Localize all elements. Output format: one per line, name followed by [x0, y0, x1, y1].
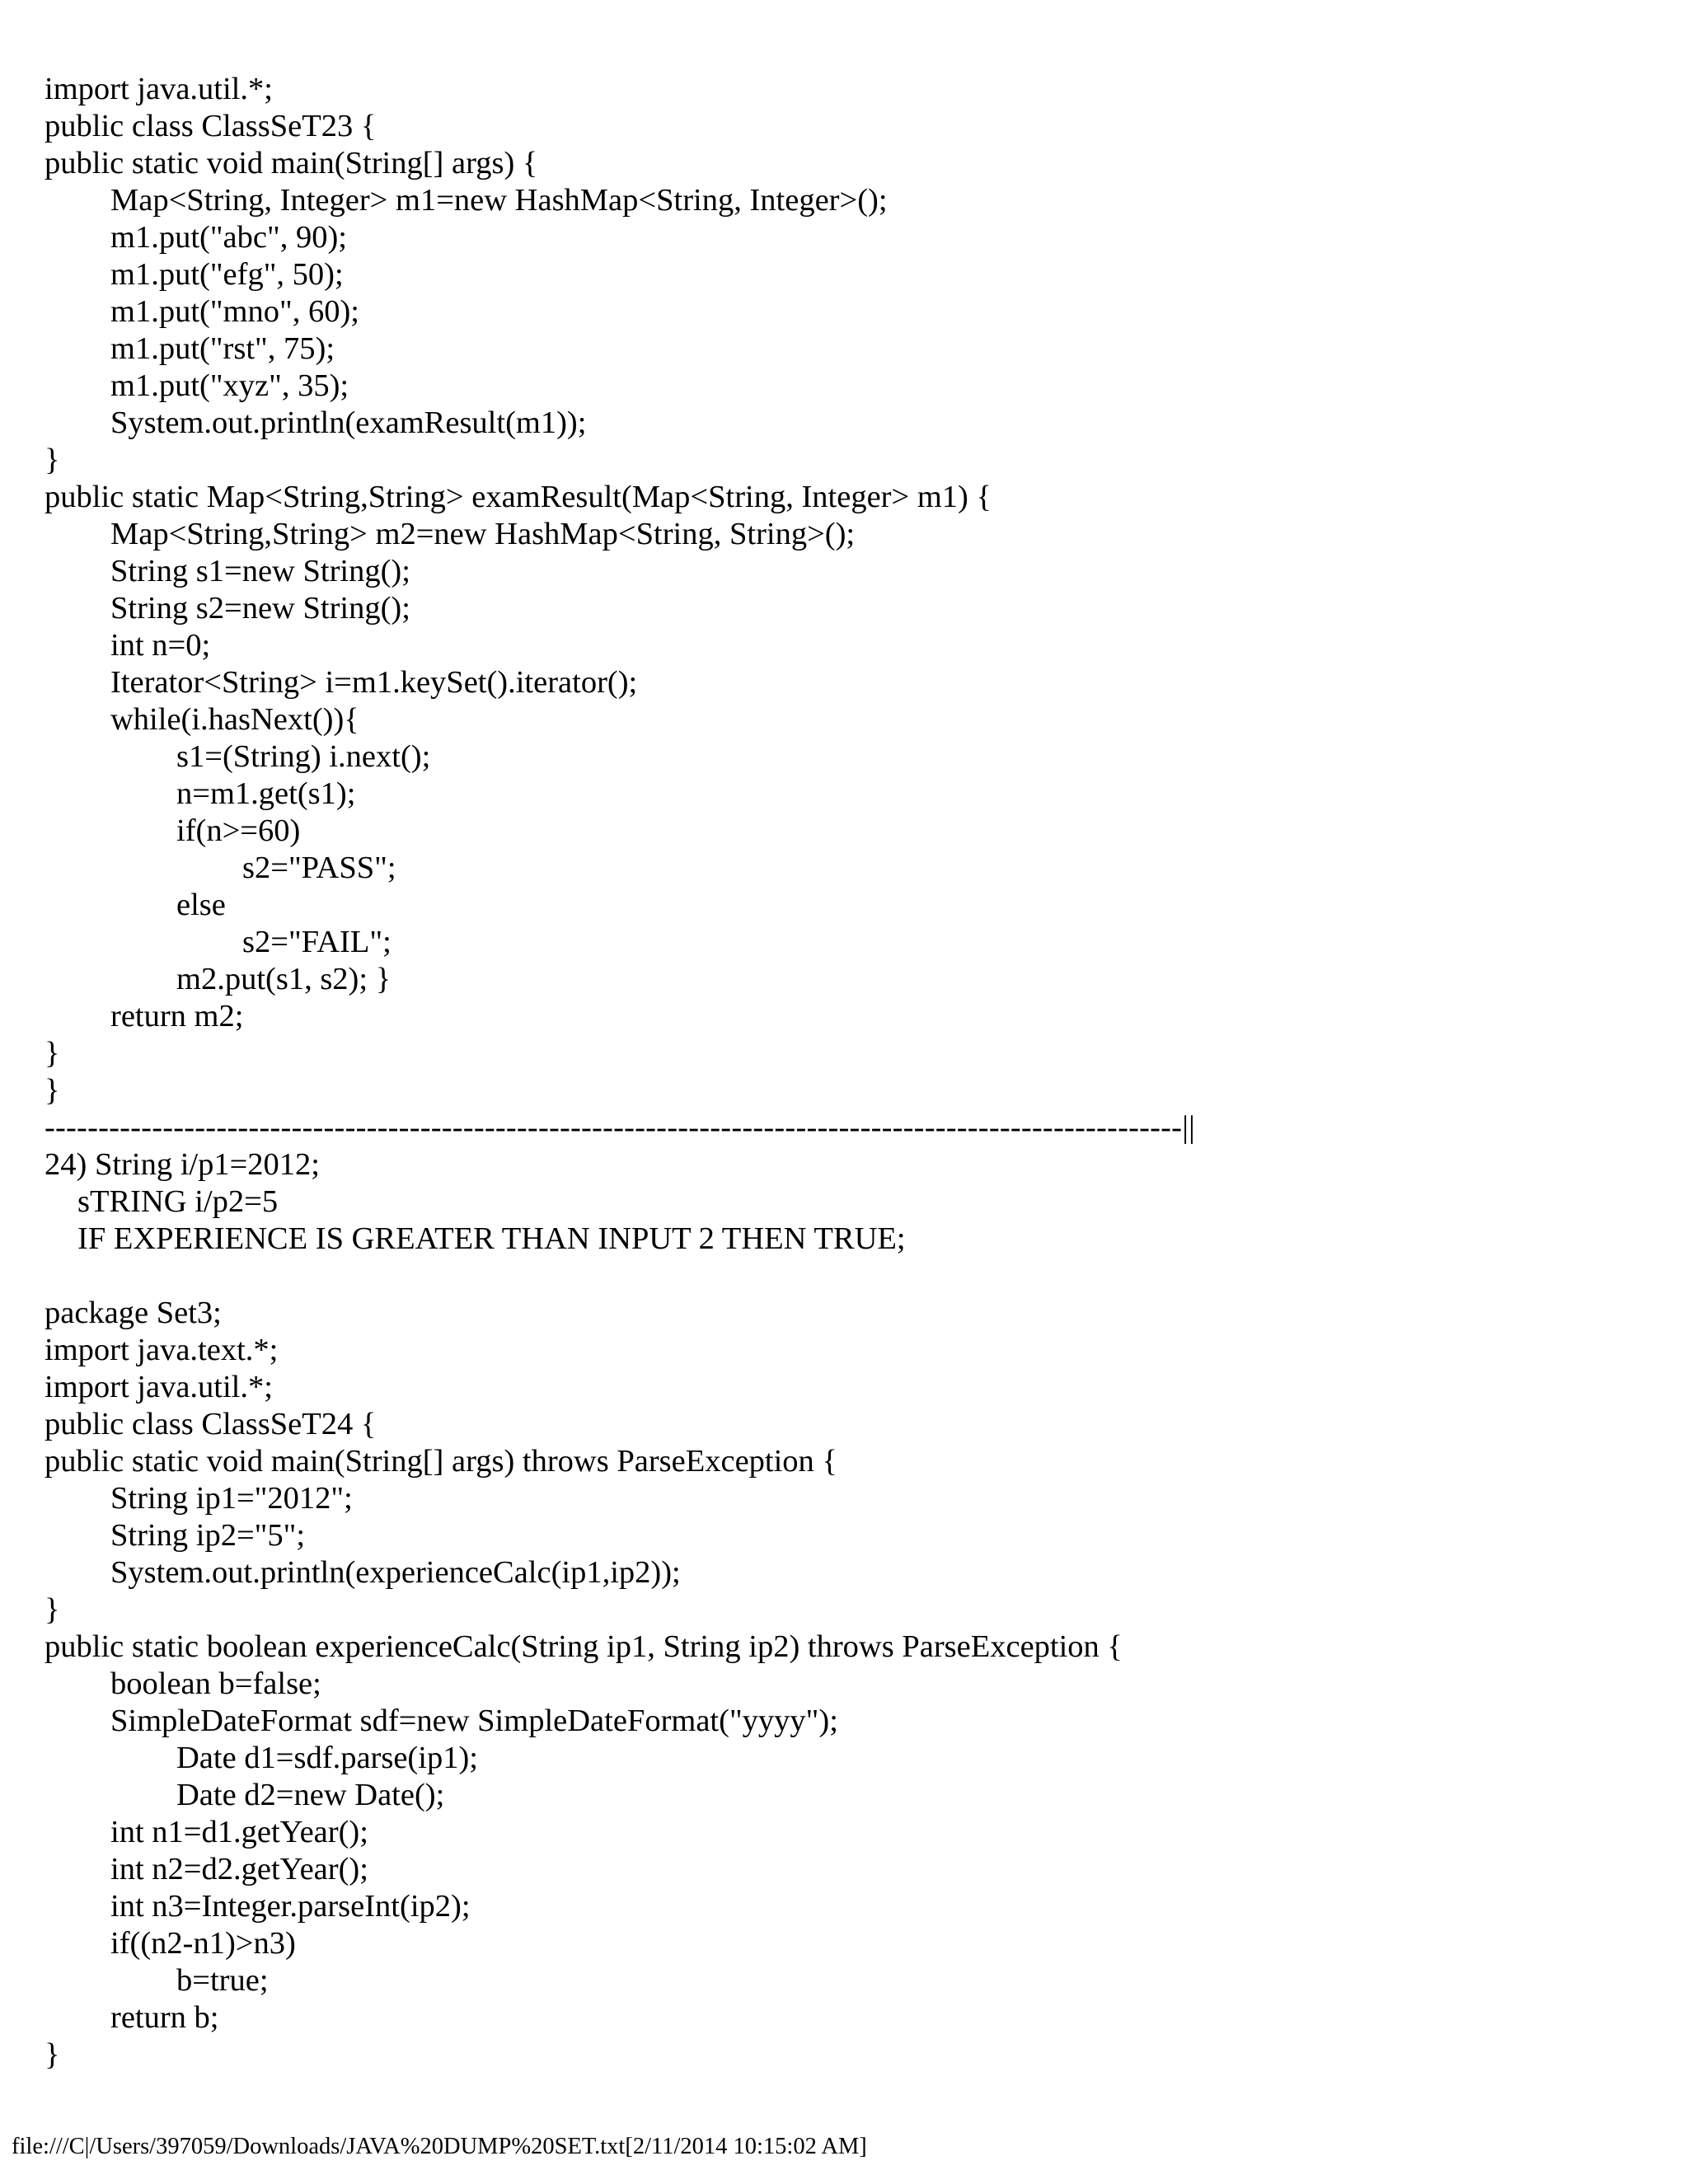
code-line: Iterator<String> i=m1.keySet().iterator(); — [110, 665, 638, 700]
code-line: System.out.println(examResult(m1)); — [110, 405, 587, 440]
code-line: } — [45, 443, 60, 477]
code-line: s1=(String) i.next(); — [176, 739, 431, 774]
code-line: m1.put("xyz", 35); — [110, 368, 349, 403]
code-line: while(i.hasNext()){ — [110, 702, 359, 737]
code-line: } — [45, 1073, 60, 1108]
code-line: Map<String,String> m2=new HashMap<String, String>(); — [110, 517, 856, 551]
code-line: int n=0; — [110, 628, 211, 663]
code-line: String s1=new String(); — [110, 554, 410, 588]
code-line: m1.put("mno", 60); — [110, 294, 359, 329]
code-line: public class ClassSeT23 { — [45, 109, 377, 143]
code-line: } — [45, 2037, 60, 2072]
code-line: public static void main(String[] args) throws ParseException { — [45, 1444, 837, 1479]
code-line: m1.put("abc", 90); — [110, 220, 347, 255]
code-line: m2.put(s1, s2); } — [176, 962, 392, 996]
code-line: boolean b=false; — [110, 1666, 321, 1701]
code-line: s2="PASS"; — [242, 851, 396, 885]
code-line: String s2=new String(); — [110, 591, 410, 626]
code-line: int n2=d2.getYear(); — [110, 1852, 368, 1886]
code-line: import java.util.*; — [45, 1370, 273, 1404]
question-line: 24) String i/p1=2012; — [45, 1147, 320, 1182]
question-line: IF EXPERIENCE IS GREATER THAN INPUT 2 THEN TRUE; — [77, 1221, 906, 1256]
code-line: n=m1.get(s1); — [176, 776, 356, 811]
code-line: public static void main(String[] args) { — [45, 146, 538, 180]
code-line: if(n>=60) — [176, 813, 301, 848]
code-line: Date d2=new Date(); — [176, 1778, 445, 1812]
separator-line: ----------------------------------------------------------------------------------------------------------|| — [45, 1110, 1196, 1145]
code-line: public class ClassSeT24 { — [45, 1407, 377, 1441]
document-body — [45, 71, 1660, 2074]
code-line: String ip2="5"; — [110, 1518, 306, 1553]
code-line: m1.put("rst", 75); — [110, 331, 335, 366]
code-line: String ip1="2012"; — [110, 1481, 353, 1516]
code-line: Date d1=sdf.parse(ip1); — [176, 1741, 478, 1775]
code-line: return m2; — [110, 999, 244, 1033]
code-line: b=true; — [176, 1963, 269, 1998]
code-line: int n1=d1.getYear(); — [110, 1815, 368, 1849]
code-line: if((n2-n1)>n3) — [110, 1926, 296, 1961]
code-line: s2="FAIL"; — [242, 925, 392, 959]
code-line: System.out.println(experienceCalc(ip1,ip2)); — [110, 1555, 681, 1590]
question-line: sTRING i/p2=5 — [77, 1184, 279, 1219]
page-footer-file-path: file:///C|/Users/397059/Downloads/JAVA%20DUMP%20SET.txt[2/11/2014 10:15:02 AM] — [12, 2134, 867, 2159]
code-line: public static Map<String,String> examResult(Map<String, Integer> m1) { — [45, 480, 992, 514]
code-line: m1.put("efg", 50); — [110, 257, 344, 292]
code-line: Map<String, Integer> m1=new HashMap<String, Integer>(); — [110, 183, 888, 218]
code-line: SimpleDateFormat sdf=new SimpleDateFormat("yyyy"); — [110, 1704, 838, 1738]
code-line: else — [176, 888, 226, 922]
code-line: return b; — [110, 2000, 219, 2035]
code-line: import java.text.*; — [45, 1333, 279, 1367]
blank-line — [45, 1258, 1660, 1295]
code-line: } — [45, 1592, 60, 1627]
code-line: import java.util.*; — [45, 72, 273, 106]
code-line: int n3=Integer.parseInt(ip2); — [110, 1889, 471, 1924]
code-line: } — [45, 1036, 60, 1071]
code-line: public static boolean experienceCalc(String ip1, String ip2) throws ParseException { — [45, 1629, 1123, 1664]
code-line: package Set3; — [45, 1296, 222, 1330]
